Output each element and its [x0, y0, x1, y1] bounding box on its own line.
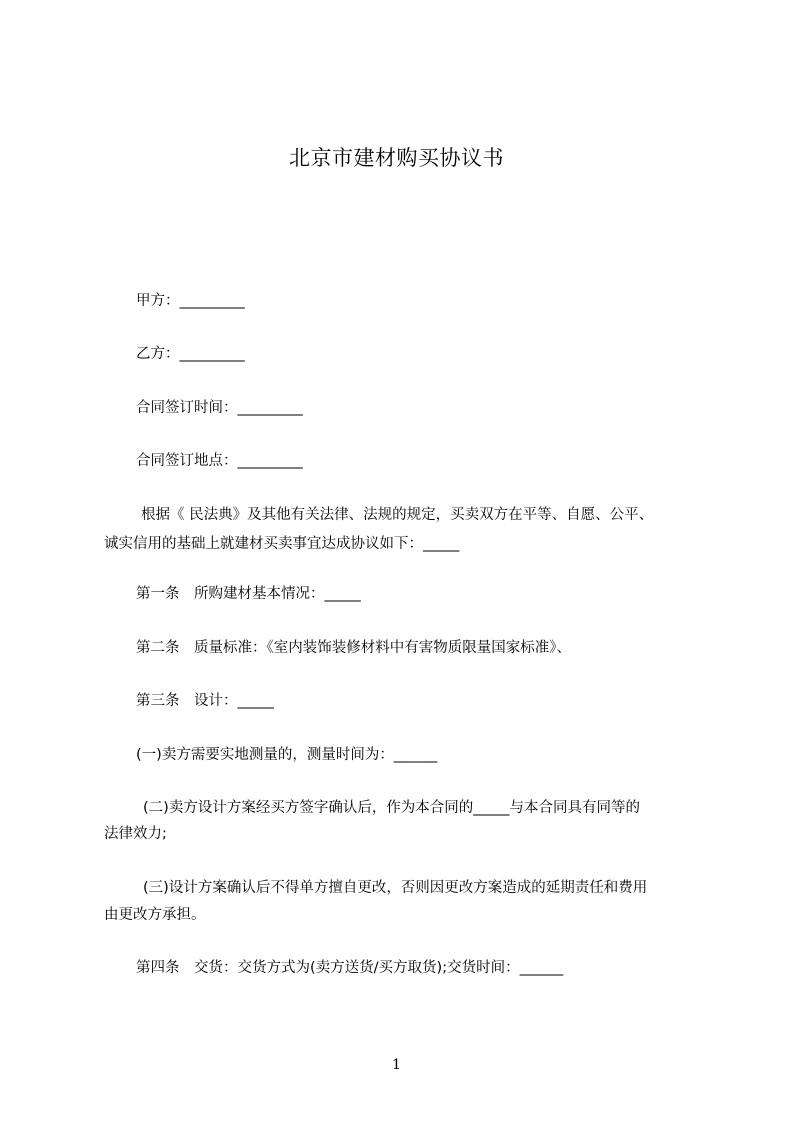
clause-3-line-1: (三)设计方案确认后不得单方擅自更改，否则因更改方案造成的延期责任和费用	[143, 880, 648, 896]
clause-2-line-1: (二)卖方设计方案经买方签字确认后，作为本合同的_____与本合同具有同等的	[143, 800, 641, 816]
clause-2-line-2: 法律效力;	[104, 826, 167, 842]
document-title: 北京市建材购买协议书	[289, 146, 504, 170]
article-3: 第三条 设计：_____	[136, 693, 274, 709]
clause-3-line-2: 由更改方承担。	[104, 907, 206, 923]
party-b-field: 乙方：_________	[136, 346, 245, 362]
preamble-line-2: 诚实信用的基础上就建材买卖事宜达成协议如下：_____	[104, 536, 460, 552]
article-1: 第一条 所购建材基本情况：_____	[136, 586, 361, 602]
clause-1: (一)卖方需要实地测量的，测量时间为：______	[136, 747, 438, 763]
page-number: 1	[392, 1057, 401, 1073]
party-a-field: 甲方：_________	[136, 293, 245, 309]
sign-place-field: 合同签订地点：_________	[136, 453, 303, 469]
preamble-line-1: 根据《 民法典》及其他有关法律、法规的规定，买卖双方在平等、自愿、公平、	[141, 507, 654, 523]
article-4: 第四条 交货：交货方式为(卖方送货/买方取货);交货时间：______	[136, 960, 564, 976]
article-2: 第二条 质量标准：《室内装饰装修材料中有害物质限量国家标准》、	[136, 640, 571, 656]
sign-time-field: 合同签订时间：_________	[136, 400, 303, 416]
